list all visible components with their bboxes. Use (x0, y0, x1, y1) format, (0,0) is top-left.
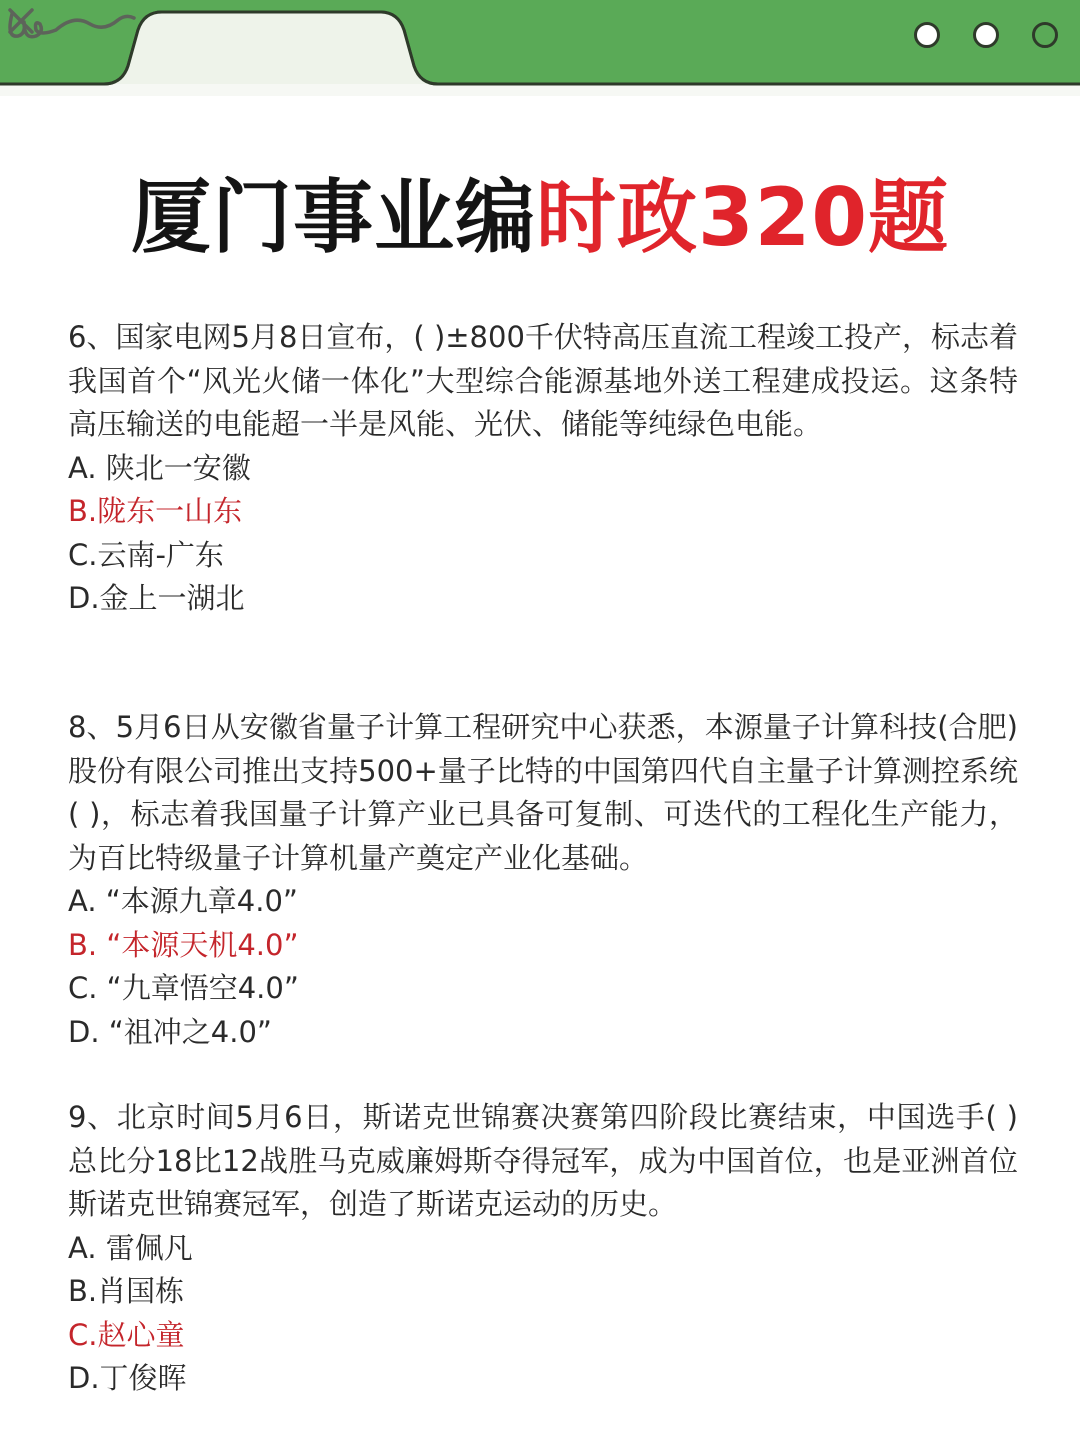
window-frame (0, 0, 1080, 96)
option-c-correct: C.赵心童 (68, 1317, 185, 1352)
option-d: D.金上一湖北 (68, 581, 245, 615)
option-a: A. 陕北一安徽 (68, 450, 251, 485)
question-block (68, 1096, 1018, 1401)
question-text: 6、国家电网5月8日宣布，( )±800千伏特高压直流工程竣工投产，标志着我国首个“风光火储一体化”大型综合能源基地外送工程建成投运。这条特高压输送的电能超一半是风能、光伏、储能等纯绿色电能。 (68, 320, 1018, 441)
question-block (68, 706, 1018, 1054)
window-dot-icon[interactable] (1032, 22, 1058, 48)
option-d: D.丁俊晖 (68, 1361, 187, 1395)
question-text: 8、5月6日从安徽省量子计算工程研究中心获悉，本源量子计算科技(合肥)股份有限公司推出支持500+量子比特的中国第四代自主量子计算测控系统( )，标志着我国量子计算产业已具备可复制、可迭代的工程化生产能力，为百比特级量子计算机量产奠定产业化基础。 (68, 710, 1018, 875)
option-list (68, 880, 1018, 1054)
window-dot-icon[interactable] (973, 22, 999, 48)
option-list (68, 1227, 1018, 1401)
question-text: 9、北京时间5月6日，斯诺克世锦赛决赛第四阶段比赛结束，中国选手( )总比分18比12战胜马克威廉姆斯夺得冠军，成为中国首位，也是亚洲首位斯诺克世锦赛冠军，创造了斯诺克运动的历史。 (68, 1100, 1018, 1221)
page-title (0, 168, 1080, 268)
window-top-bar (0, 0, 1080, 96)
option-d: D. “祖冲之4.0” (68, 1014, 272, 1049)
close-icon[interactable] (0, 0, 42, 42)
option-list (68, 447, 1018, 621)
option-c: C. “九章悟空4.0” (68, 971, 299, 1005)
option-c: C.云南-广东 (68, 537, 224, 572)
question-block (68, 316, 1018, 621)
title-red-part: 时政320题 (536, 171, 949, 264)
option-b-correct: B. “本源天机4.0” (68, 927, 299, 962)
option-b: B.肖国栋 (68, 1274, 185, 1308)
title-black-part: 厦门事业编 (131, 171, 536, 264)
option-a: A. “本源九章4.0” (68, 884, 298, 918)
window-dot-icon[interactable] (914, 22, 940, 48)
option-b-correct: B.陇东一山东 (68, 494, 243, 528)
option-a: A. 雷佩凡 (68, 1230, 193, 1265)
